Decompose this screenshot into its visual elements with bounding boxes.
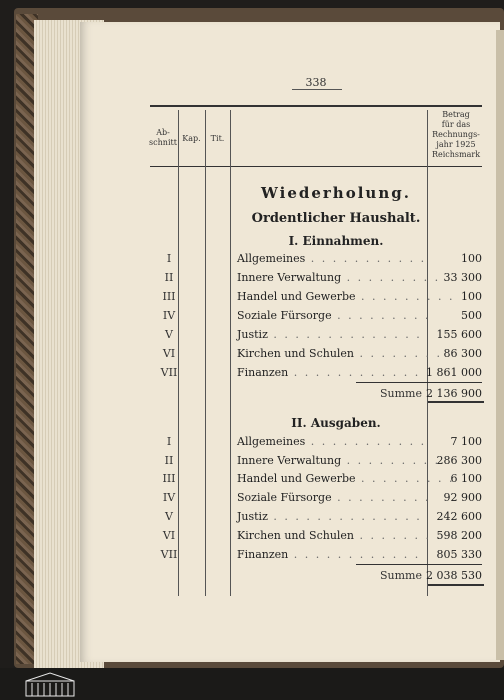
title-ordentlicher-haushalt: Ordentlicher Haushalt. (251, 211, 421, 226)
ausgaben-label-text: Justiz (237, 510, 268, 523)
einnahmen-row-amount: 1 861 000 (426, 366, 482, 379)
heading-ausgaben: II. Ausgaben. (291, 416, 381, 430)
einnahmen-row-num: VI (162, 347, 176, 360)
ausgaben-row-num: VI (162, 529, 176, 542)
ausgaben-row-label: Handel und Gewerbe . . . . . . . . . (237, 472, 455, 485)
einnahmen-row-num: IV (162, 309, 176, 322)
ausgaben-row-amount: 7 100 (450, 435, 482, 448)
einnahmen-row-label: Handel und Gewerbe . . . . . . . . . (237, 290, 455, 303)
ausgaben-sum-rule (356, 564, 482, 565)
einnahmen-row-num: VII (160, 366, 178, 379)
ausgaben-row-num: VII (160, 548, 178, 561)
ausgaben-row-amount: 242 600 (436, 510, 482, 523)
library-building-logo (22, 671, 78, 698)
ausgaben-row-amount: 92 900 (443, 491, 482, 504)
einnahmen-summe-label: Summe (380, 387, 422, 400)
einnahmen-total-underline (428, 401, 484, 403)
einnahmen-sum-rule (356, 382, 482, 383)
einnahmen-label-text: Soziale Fürsorge (237, 309, 332, 322)
einnahmen-label-text: Handel und Gewerbe (237, 290, 356, 303)
ausgaben-row-label: Innere Verwaltung . . . . . . . . . (237, 454, 441, 467)
ausgaben-row-label: Kirchen und Schulen . . . . . . . . (237, 529, 442, 542)
col-divider-3 (230, 110, 231, 596)
ausgaben-row-label: Justiz . . . . . . . . . . . . . . (237, 510, 422, 523)
ausgaben-row-amount: 805 330 (436, 548, 482, 561)
ausgaben-label-text: Finanzen (237, 548, 289, 561)
einnahmen-row-label: Kirchen und Schulen . . . . . . . . (237, 347, 442, 360)
ausgaben-total-underline (428, 584, 484, 586)
table-header-rule (150, 166, 482, 167)
ausgaben-row-amount: 6 100 (450, 472, 482, 485)
ausgaben-label-text: Kirchen und Schulen (237, 529, 355, 542)
ausgaben-row-num: II (164, 454, 174, 467)
ausgaben-row-num: I (166, 435, 172, 448)
einnahmen-row-amount: 100 (461, 252, 482, 265)
header-abschnitt: Ab- schnitt (149, 128, 177, 147)
ausgaben-label-text: Handel und Gewerbe (237, 472, 356, 485)
ausgaben-row-num: IV (162, 491, 176, 504)
ausgaben-row-label: Allgemeines . . . . . . . . . . . (237, 435, 427, 448)
ausgaben-label-text: Soziale Fürsorge (237, 491, 332, 504)
einnahmen-row-num: II (164, 271, 174, 284)
einnahmen-label-text: Allgemeines (237, 252, 306, 265)
heading-einnahmen: I. Einnahmen. (288, 234, 384, 248)
einnahmen-row-amount: 33 300 (443, 271, 482, 284)
ausgaben-row-amount: 286 300 (436, 454, 482, 467)
ausgaben-label-text: Innere Verwaltung (237, 454, 342, 467)
einnahmen-row-label: Allgemeines . . . . . . . . . . . (237, 252, 427, 265)
einnahmen-label-text: Justiz (237, 328, 268, 341)
ausgaben-summe-amount: 2 038 530 (426, 569, 482, 582)
einnahmen-label-text: Finanzen (237, 366, 289, 379)
ausgaben-row-num: V (165, 510, 173, 523)
einnahmen-label-text: Kirchen und Schulen (237, 347, 355, 360)
header-tit: Tit. (210, 134, 225, 143)
einnahmen-row-amount: 155 600 (436, 328, 482, 341)
einnahmen-row-amount: 500 (461, 309, 482, 322)
ausgaben-row-num: III (162, 472, 176, 485)
page-number-rule (292, 89, 342, 90)
einnahmen-row-num: III (162, 290, 176, 303)
einnahmen-row-label: Soziale Fürsorge . . . . . . . . . (237, 309, 431, 322)
einnahmen-row-label: Justiz . . . . . . . . . . . . . . (237, 328, 422, 341)
ausgaben-row-amount: 598 200 (436, 529, 482, 542)
einnahmen-row-label: Innere Verwaltung . . . . . . . . . (237, 271, 441, 284)
einnahmen-label-text: Innere Verwaltung (237, 271, 342, 284)
einnahmen-row-num: I (166, 252, 172, 265)
einnahmen-row-amount: 100 (461, 290, 482, 303)
einnahmen-row-num: V (165, 328, 173, 341)
ausgaben-row-label: Soziale Fürsorge . . . . . . . . . (237, 491, 431, 504)
title-wiederholung: Wiederholung. (261, 184, 411, 202)
einnahmen-row-amount: 86 300 (443, 347, 482, 360)
col-divider-2 (205, 110, 206, 596)
ausgaben-summe-label: Summe (380, 569, 422, 582)
table-top-rule (150, 105, 482, 107)
header-betrag: Betrag für das Rechnungs- jahr 1925 Reichsmark (431, 110, 481, 159)
einnahmen-summe-amount: 2 136 900 (426, 387, 482, 400)
header-kap: Kap. (182, 134, 201, 143)
page-edge-right (496, 30, 504, 660)
page-number: 338 (305, 76, 327, 89)
einnahmen-row-label: Finanzen . . . . . . . . . . . . (237, 366, 421, 379)
ausgaben-row-label: Finanzen . . . . . . . . . . . . (237, 548, 421, 561)
ausgaben-label-text: Allgemeines (237, 435, 306, 448)
